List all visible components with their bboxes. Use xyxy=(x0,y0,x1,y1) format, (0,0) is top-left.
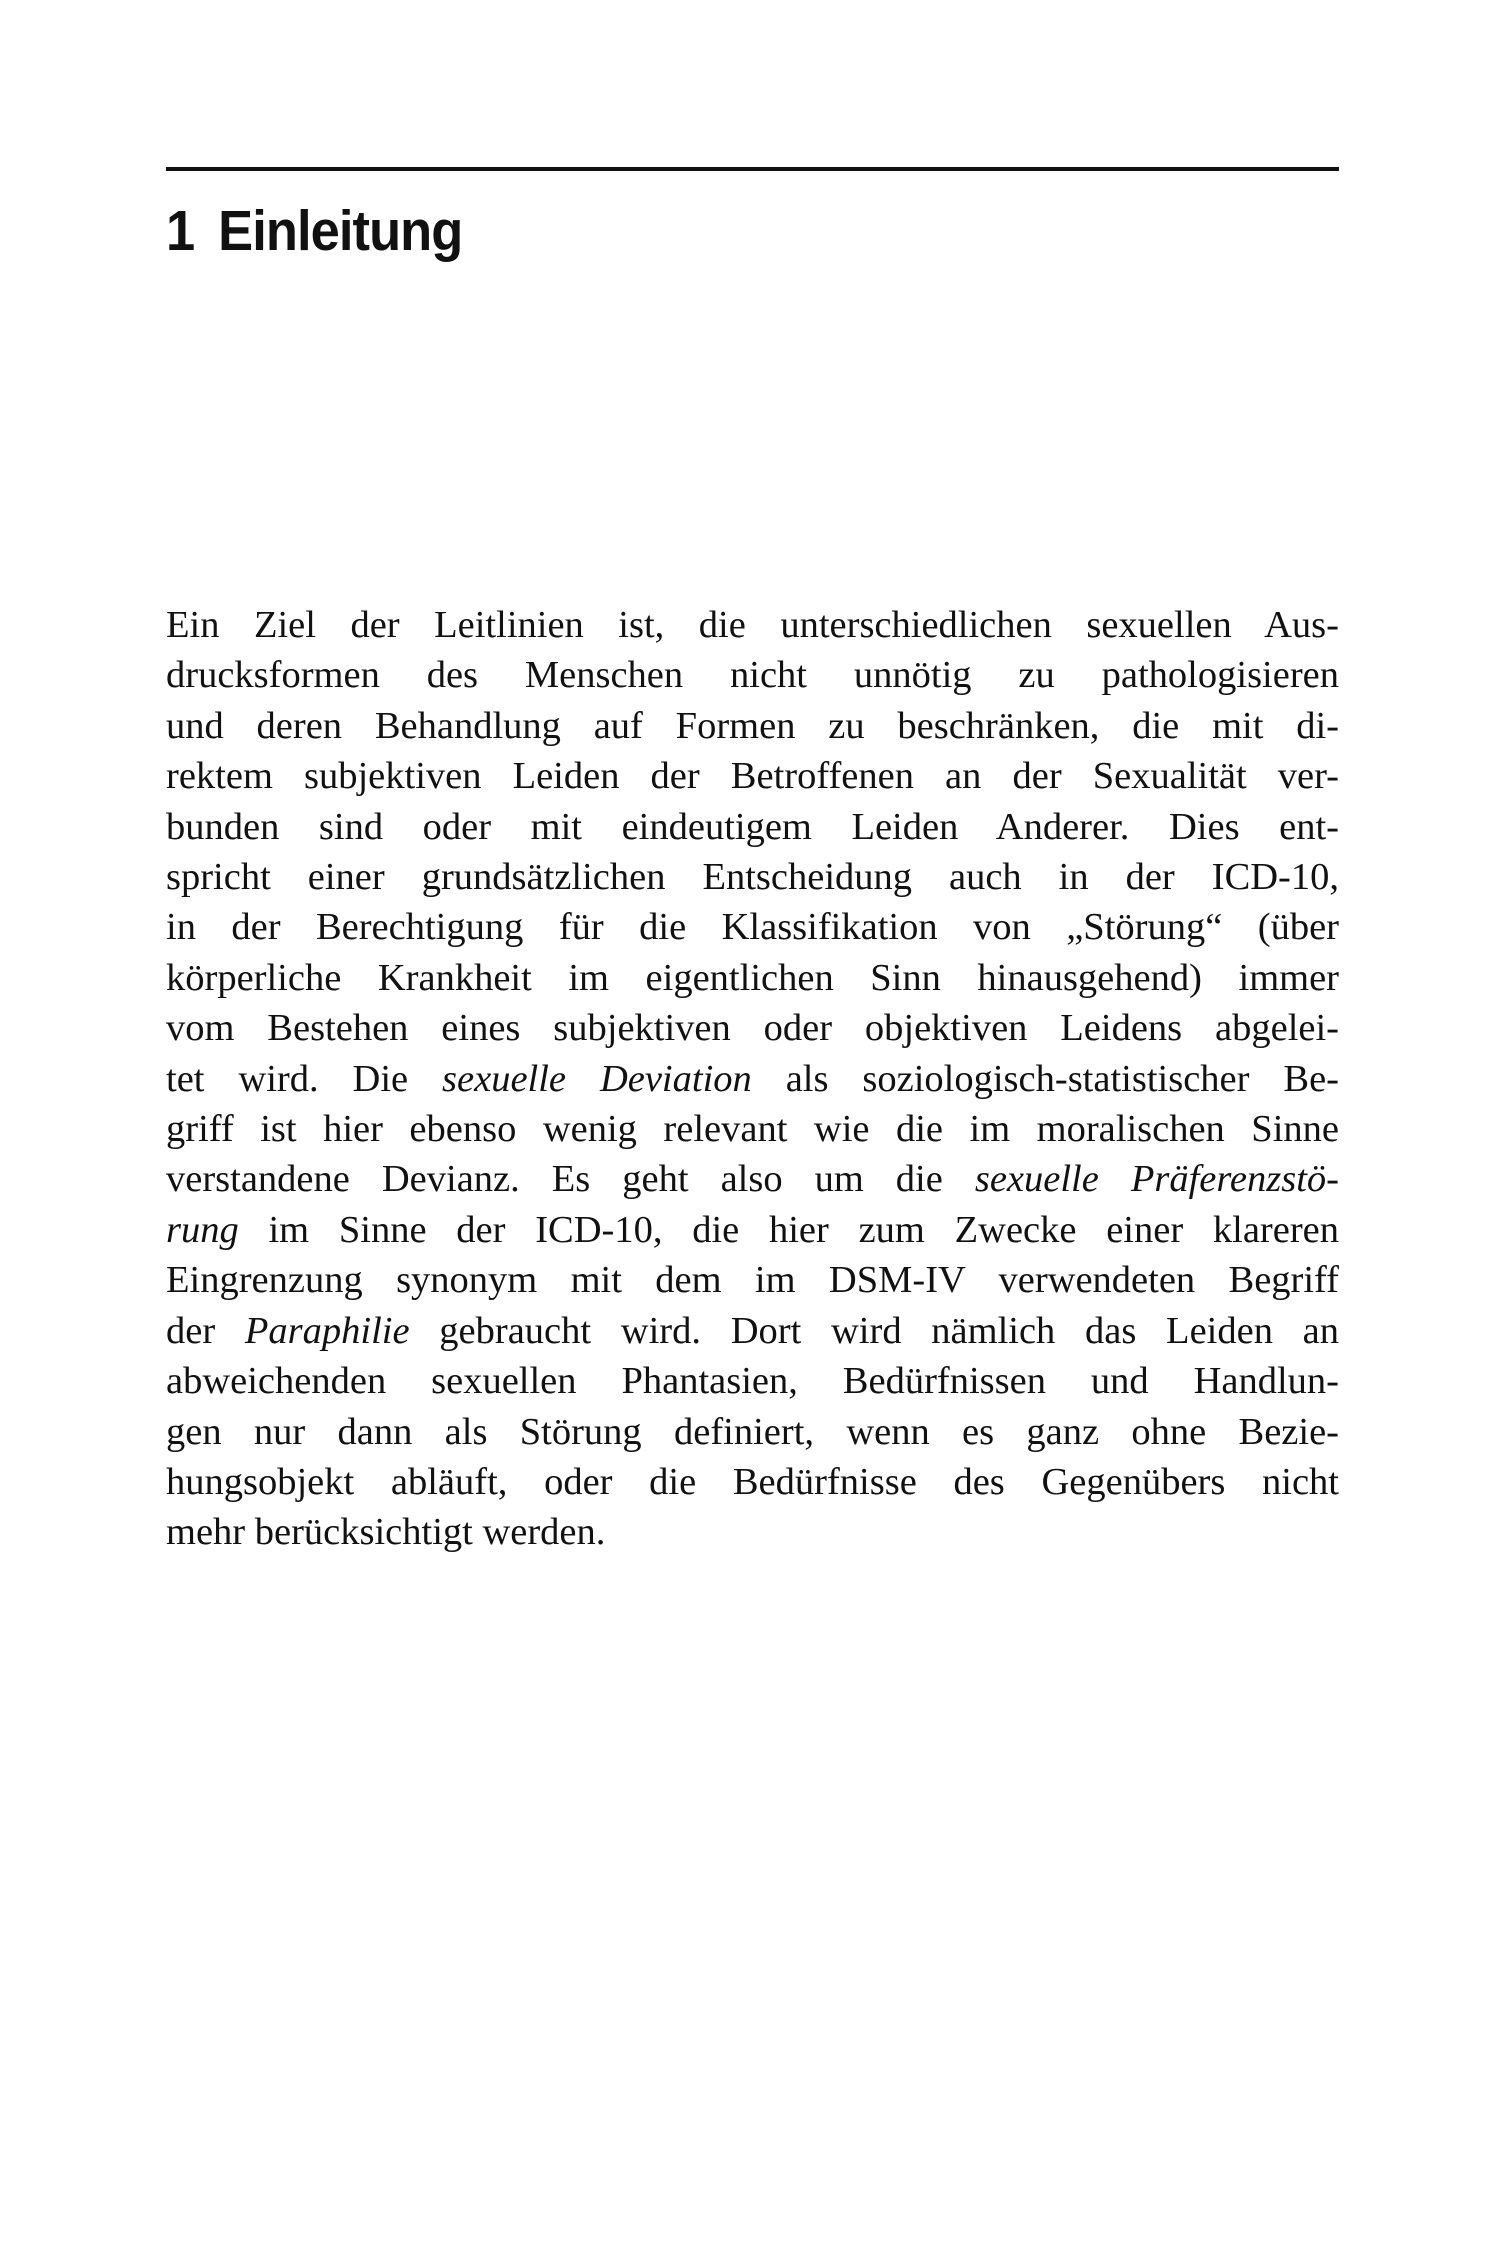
text-line: tet wird. Die sexuelle Deviation als soziologisch-statistischer Be- xyxy=(166,1057,1339,1100)
text-line: hungsobjekt abläuft, oder die Bedürfnisse des Gegenübers nicht xyxy=(166,1460,1339,1503)
text-line: in der Berechtigung für die Klassifikation von „Störung“ (über xyxy=(166,906,1339,949)
body-paragraph xyxy=(166,600,1339,1558)
text-line: Eingrenzung synonym mit dem im DSM-IV verwendeten Begriff xyxy=(166,1259,1339,1302)
text-line: der Paraphilie gebraucht wird. Dort wird nämlich das Leiden an xyxy=(166,1309,1339,1352)
emphasis-praeferenzstoerung-cont: rung xyxy=(166,1208,239,1251)
chapter-title: Einleitung xyxy=(218,199,463,263)
emphasis-praeferenzstoerung: sexuelle Präferenzstö- xyxy=(974,1158,1339,1201)
text-line: spricht einer grundsätzlichen Entscheidung auch in der ICD-10, xyxy=(166,856,1339,899)
text-line: griff ist hier ebenso wenig relevant wie die im moralischen Sinne xyxy=(166,1108,1339,1151)
text-line: Ein Ziel der Leitlinien ist, die unterschiedlichen sexuellen Aus- xyxy=(166,604,1339,646)
text-line: verstandene Devianz. Es geht also um die sexuelle Präferenzstö- xyxy=(166,1158,1339,1201)
text-line: gen nur dann als Störung definiert, wenn es ganz ohne Bezie- xyxy=(166,1410,1339,1453)
emphasis-paraphilie: Paraphilie xyxy=(244,1309,410,1352)
text-line: abweichenden sexuellen Phantasien, Bedürfnissen und Handlun- xyxy=(166,1360,1339,1403)
text-line: mehr berücksichtigt werden. xyxy=(166,1511,606,1554)
text-line: und deren Behandlung auf Formen zu beschränken, die mit di- xyxy=(166,704,1339,747)
text-line: körperliche Krankheit im eigentlichen Sinn hinausgehend) immer xyxy=(166,956,1339,999)
chapter-heading xyxy=(166,200,462,263)
text-line: vom Bestehen eines subjektiven oder objektiven Leidens abgelei- xyxy=(166,1007,1339,1050)
text-line: bunden sind oder mit eindeutigem Leiden Anderer. Dies ent- xyxy=(166,805,1339,848)
text-line: rung im Sinne der ICD-10, die hier zum Zwecke einer klareren xyxy=(166,1208,1339,1251)
emphasis-sexuelle-deviation: sexuelle Deviation xyxy=(442,1057,752,1100)
chapter-number: 1 xyxy=(166,199,195,263)
chapter-rule xyxy=(166,167,1339,171)
text-line: rektem subjektiven Leiden der Betroffenen an der Sexualität ver- xyxy=(166,755,1339,798)
text-line: drucksformen des Menschen nicht unnötig zu pathologisieren xyxy=(166,654,1339,697)
